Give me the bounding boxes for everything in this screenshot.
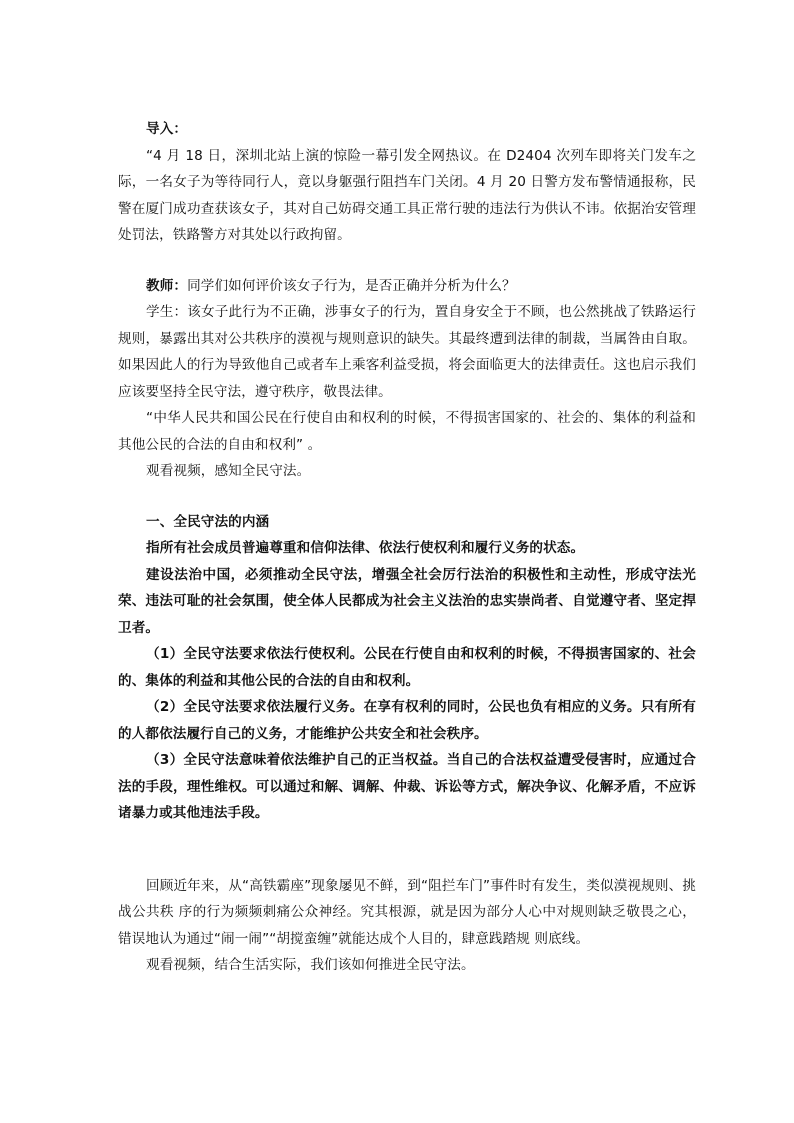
section1-paragraph: 建设法治中国，必须推动全民守法，增强全社会厉行法治的积极性和主动性，形成守法光荣、违法可耻的社会氛围，使全体人民都成为社会主义法治的忠实崇尚者、自觉遵守者、坚定捍卫者。 <box>118 566 696 636</box>
section1-heading: 一、全民守法的内涵 <box>146 513 270 530</box>
student-line <box>118 299 696 405</box>
intro-heading: 导入： <box>146 121 188 137</box>
spacer <box>118 827 696 873</box>
document-page <box>118 116 696 979</box>
spacer <box>118 485 696 509</box>
teacher-line <box>118 273 696 300</box>
review-paragraph: 回顾近年来，从“高铁霸座”现象屡见不鲜，到“阻拦车门”事件时有发生，类似漠视规则、挑战公共秩 序的行为频频刺痛公众神经。究其根源，就是因为部分人心中对规则缺乏敬畏之心，错误地认为通过“闹一闹”“胡搅蛮缠”就能达成个人目的，肆意践踏规 则底线。 <box>118 877 696 947</box>
section1-point-1: （1）全民守法要求依法行使权利。公民在行使自由和权利的时候，不得损害国家的、社会的、集体的利益和其他公民的合法的自由和权利。 <box>118 646 696 689</box>
video-note-2: 观看视频，结合生活实际，我们该如何推进全民守法。 <box>146 957 475 973</box>
constitution-quote: “中华人民共和国公民在行使自由和权利的时候，不得损害国家的、社会的、集体的利益和其他公民的合法的自由和权利” 。 <box>118 410 696 453</box>
teacher-label: 教师： <box>146 277 188 294</box>
section1-definition: 指所有社会成员普遍尊重和信仰法律、依法行使权利和履行义务的状态。 <box>146 540 585 556</box>
video-note-1: 观看视频，感知全民守法。 <box>146 463 311 479</box>
student-label: 学生： <box>146 304 188 320</box>
news-paragraph: “4 月 18 日，深圳北站上演的惊险一幕引发全网热议。在 D2404 次列车即将关门发车之际，一名女子为等待同行人，竟以身躯强行阻挡车门关闭。4 月 20 日警方发布警情通报称，民警在厦门成功查获该女子，其对自己妨碍交通工具正常行驶的违法行为供认不讳。依据治安管理处罚法，铁路警方对其处以行政拘留。 <box>118 147 696 243</box>
teacher-text: 同学们如何评价该女子行为，是否正确并分析为什么？ <box>187 277 516 294</box>
section1-point-3: （3）全民守法意味着依法维护自己的正当权益。当自己的合法权益遭受侵害时，应通过合法的手段，理性维权。可以通过和解、调解、仲裁、诉讼等方式，解决争议、化解矛盾，不应诉诸暴力或其他违法手段。 <box>118 752 696 821</box>
section1-point-2: （2）全民守法要求依法履行义务。在享有权利的同时，公民也负有相应的义务。只有所有的人都依法履行自己的义务，才能维护公共安全和社会秩序。 <box>118 699 696 742</box>
student-text: 该女子此行为不正确，涉事女子的行为，置自身安全于不顾，也公然挑战了铁路运行规则，暴露出其对公共秩序的漠视与规则意识的缺失。其最终遭到法律的制裁，当属咎由自取。如果因此人的行为导致他自己或者车上乘客利益受损，将会面临更大的法律责任。这也启示我们应该要坚持全民守法，遵守秩序，敬畏法律。 <box>118 304 696 400</box>
spacer <box>118 249 696 273</box>
